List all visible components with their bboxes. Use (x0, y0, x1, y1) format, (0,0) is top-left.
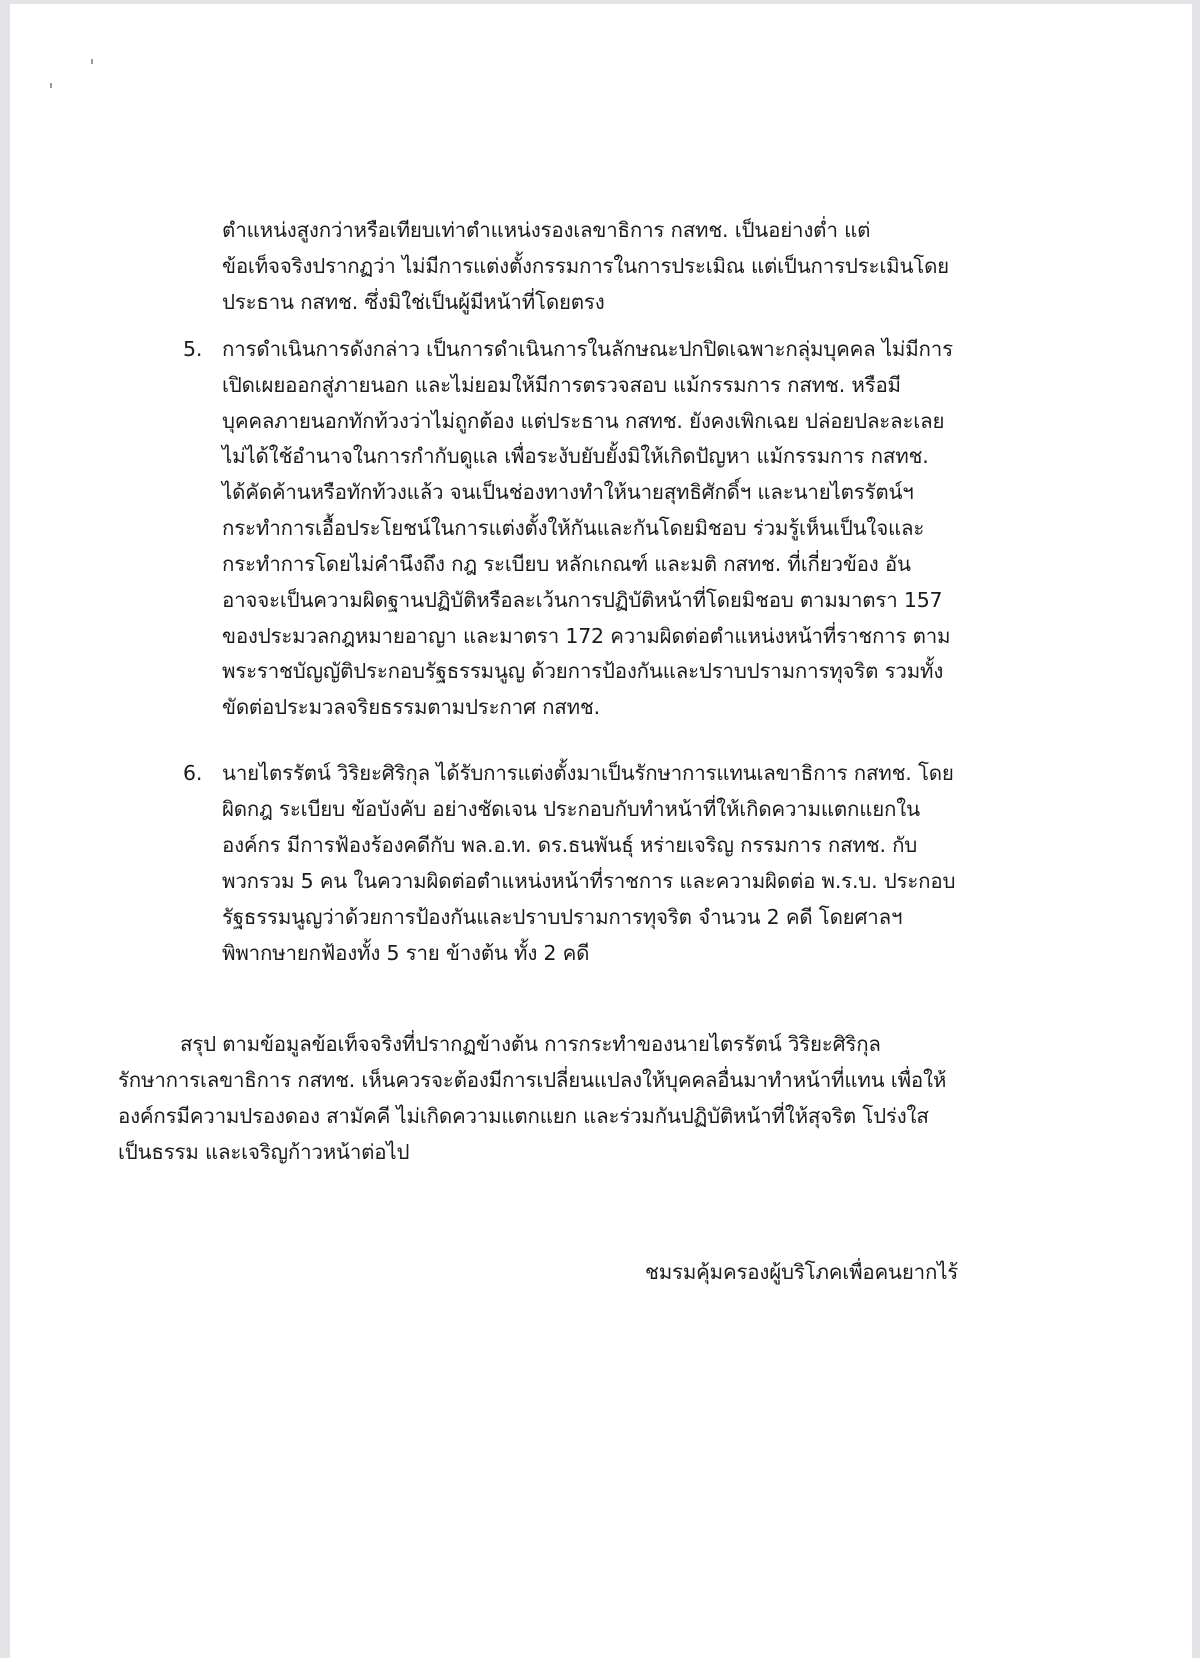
signature-organization: ชมรมคุ้มครองผู้บริโภคเพื่อคนยากไร้ (645, 1260, 959, 1284)
item-6-line: พวกรวม 5 คน ในความผิดต่อตำแหน่งหน้าที่ราชการ และความผิดต่อ พ.ร.บ. ประกอบ (222, 869, 956, 893)
item-6-line: องค์กร มีการฟ้องร้องคดีกับ พล.อ.ท. ดร.ธนพันธุ์ หร่ายเจริญ กรรมการ กสทช. กับ (222, 833, 918, 857)
item-5-line: อาจจะเป็นความผิดฐานปฏิบัติหรือละเว้นการปฏิบัติหน้าที่โดยมิชอบ ตามมาตรา 157 (222, 588, 943, 612)
body-line: ข้อเท็จจริงปรากฏว่า ไม่มีการแต่งตั้งกรรมการในการประเมิณ แต่เป็นการประเมินโดย (222, 254, 949, 278)
list-number-5: 5. (183, 337, 203, 361)
summary-line: เป็นธรรม และเจริญก้าวหน้าต่อไป (118, 1140, 410, 1164)
summary-line: สรุป ตามข้อมูลข้อเท็จจริงที่ปรากฏข้างต้น การกระทำของนายไตรรัตน์ วิริยะศิริกุล (180, 1032, 881, 1056)
item-5-line: เปิดเผยออกสู่ภายนอก และไม่ยอมให้มีการตรวจสอบ แม้กรรมการ กสทช. หรือมี (222, 373, 901, 397)
item-6-line: พิพากษายกฟ้องทั้ง 5 ราย ข้างต้น ทั้ง 2 คดี (222, 941, 590, 965)
scan-speck (91, 59, 93, 64)
list-number-6: 6. (183, 761, 203, 785)
item-5-line: บุคคลภายนอกทักท้วงว่าไม่ถูกต้อง แต่ประธาน กสทช. ยังคงเพิกเฉย ปล่อยปละละเลย (222, 409, 945, 433)
body-line: ตำแหน่งสูงกว่าหรือเทียบเท่าตำแหน่งรองเลขาธิการ กสทช. เป็นอย่างต่ำ แต่ (222, 218, 871, 242)
item-5-line: ได้คัดค้านหรือทักท้วงแล้ว จนเป็นช่องทางทำให้นายสุทธิศักดิ์ฯ และนายไตรรัตน์ฯ (222, 480, 914, 504)
document-page (10, 4, 1192, 1658)
item-5-line: พระราชบัญญัติประกอบรัฐธรรมนูญ ด้วยการป้องกันและปราบปรามการทุจริต รวมทั้ง (222, 659, 944, 683)
item-6-line: รัฐธรรมนูญว่าด้วยการป้องกันและปราบปรามการทุจริต จำนวน 2 คดี โดยศาลฯ (222, 905, 903, 929)
item-5-line: ของประมวลกฎหมายอาญา และมาตรา 172 ความผิดต่อตำแหน่งหน้าที่ราชการ ตาม (222, 624, 951, 648)
body-line: ประธาน กสทช. ซึ่งมิใช่เป็นผู้มีหน้าที่โดยตรง (222, 290, 605, 314)
item-5-line: กระทำการเอื้อประโยชน์ในการแต่งตั้งให้กันและกันโดยมิชอบ ร่วมรู้เห็นเป็นใจและ (222, 516, 925, 540)
item-5-line: กระทำการโดยไม่คำนึงถึง กฎ ระเบียบ หลักเกณฑ์ และมติ กสทช. ที่เกี่ยวข้อง อัน (222, 552, 911, 576)
item-5-line: ขัดต่อประมวลจริยธรรมตามประกาศ กสทช. (222, 695, 600, 719)
item-5-line: การดำเนินการดังกล่าว เป็นการดำเนินการในลักษณะปกปิดเฉพาะกลุ่มบุคคล ไม่มีการ (222, 337, 953, 361)
item-6-line: ผิดกฎ ระเบียบ ข้อบังคับ อย่างชัดเจน ประกอบกับทำหน้าที่ให้เกิดความแตกแยกใน (222, 797, 920, 821)
scan-speck (50, 83, 52, 88)
summary-line: องค์กรมีความปรองดอง สามัคคี ไม่เกิดความแตกแยก และร่วมกันปฏิบัติหน้าที่ให้สุจริต โปร่งใส (118, 1104, 929, 1128)
item-5-line: ไม่ได้ใช้อำนาจในการกำกับดูแล เพื่อระงับยับยั้งมิให้เกิดปัญหา แม้กรรมการ กสทช. (222, 444, 929, 468)
summary-line: รักษาการเลขาธิการ กสทช. เห็นควรจะต้องมีการเปลี่ยนแปลงให้บุคคลอื่นมาทำหน้าที่แทน เพื่อให้ (118, 1068, 947, 1092)
item-6-line: นายไตรรัตน์ วิริยะศิริกุล ได้รับการแต่งตั้งมาเป็นรักษาการแทนเลขาธิการ กสทช. โดย (222, 761, 954, 785)
